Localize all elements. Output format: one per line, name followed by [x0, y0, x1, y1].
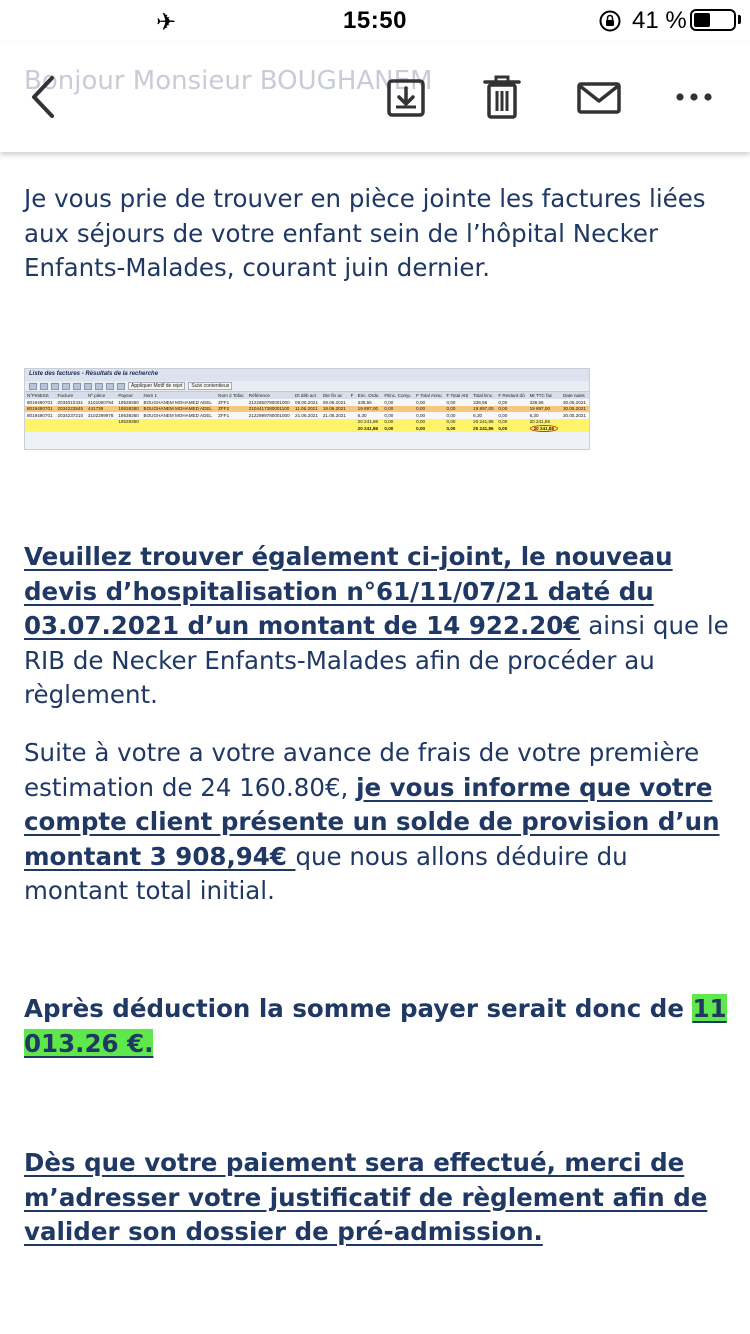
screenshot-cell	[142, 425, 217, 432]
status-bar	[0, 0, 750, 42]
screenshot-header-cell: F	[349, 392, 356, 399]
screenshot-cell	[321, 425, 349, 432]
screenshot-cell: 0,00	[496, 406, 527, 413]
screenshot-cell: 20 241,86	[471, 425, 496, 432]
screenshot-cell: 0,00	[382, 419, 414, 426]
mail-icon	[576, 78, 622, 118]
invoice-screenshot[interactable]	[24, 368, 590, 450]
screenshot-cell: 0,00	[382, 406, 414, 413]
screenshot-cell	[561, 425, 589, 432]
screenshot-cell: 20 241,86	[356, 419, 383, 426]
paragraph-payment-request: Dès que votre paiement sera effectué, merci de m’adresser votre justificatif de règlement afin de valider son dossier de pré-admission.	[24, 1148, 708, 1246]
screenshot-cell: 2034237210	[55, 412, 85, 419]
screenshot-cell: 2104417380001100	[247, 406, 293, 413]
screenshot-cell: 338,56	[356, 399, 383, 406]
mail-toolbar	[0, 42, 750, 152]
screenshot-cell: 2122999780001000	[247, 412, 293, 419]
screenshot-cell: ZFF1	[216, 412, 247, 419]
screenshot-cell: 441739	[86, 406, 116, 413]
amount-intro: Après déduction la somme payer serait donc de	[24, 994, 693, 1023]
screenshot-cell: 3101060784	[86, 399, 116, 406]
screenshot-cell: 21.06.2021	[321, 412, 349, 419]
provision-start: Suite à votre a votre avance de frais de votre première estimation de 24 160.80€,	[24, 738, 700, 802]
screenshot-cell: 0,00	[414, 399, 444, 406]
screenshot-btn-motif: Appliquer Motif de rejet	[128, 382, 185, 390]
screenshot-cell: 20 241,86	[528, 419, 561, 426]
screenshot-cell: ZFF1	[216, 399, 247, 406]
screenshot-cell: 2034010431	[55, 399, 85, 406]
screenshot-cell	[247, 425, 293, 432]
screenshot-cell: 0,00	[496, 419, 527, 426]
screenshot-cell: 2122860780001000	[247, 399, 293, 406]
devis-rest: ainsi que le RIB de Necker Enfants-Malades afin de procéder au règlement.	[24, 611, 729, 709]
screenshot-cell: 09.06.2021	[321, 399, 349, 406]
screenshot-cell: 19538360	[116, 406, 141, 413]
screenshot-cell: 19 897,00	[528, 406, 561, 413]
paragraph-amount	[24, 992, 730, 1061]
screenshot-cell: 0,00	[445, 412, 472, 419]
reply-mail-button[interactable]	[576, 78, 622, 118]
screenshot-header-cell: FEnc. Comp.	[382, 392, 414, 399]
screenshot-cell: 19538360	[116, 419, 141, 426]
back-button[interactable]	[24, 72, 64, 122]
screenshot-cell: ZFF2	[216, 406, 247, 413]
screenshot-cell: 0,00	[445, 406, 472, 413]
orientation-lock-icon	[598, 9, 622, 33]
screenshot-cell: 3102299978	[86, 412, 116, 419]
screenshot-cell	[25, 425, 55, 432]
screenshot-cell: 0,00	[496, 412, 527, 419]
screenshot-cell: 0,00	[496, 425, 527, 432]
screenshot-cell: 21.06.2021	[293, 412, 321, 419]
screenshot-cell: 0,00	[496, 399, 527, 406]
screenshot-cell: 338,56	[471, 399, 496, 406]
status-time: 15:50	[343, 7, 407, 34]
screenshot-cell	[216, 425, 247, 432]
more-icon	[672, 82, 716, 112]
more-button[interactable]	[672, 82, 716, 112]
screenshot-cell: 20 241,86	[471, 419, 496, 426]
amount-highlight: 11 013.26 €.	[24, 994, 727, 1058]
archive-button[interactable]	[384, 76, 428, 120]
screenshot-cell: 19538360	[116, 412, 141, 419]
screenshot-cell: 0,00	[414, 419, 444, 426]
trash-icon	[482, 74, 522, 120]
devis-link: Veuillez trouver également ci-joint, le nouveau devis d’hospitalisation n°61/11/07/21 daté du 03.07.2021 d’un montant de 14 922.20€	[24, 542, 673, 640]
battery-cap	[738, 15, 741, 24]
screenshot-cell	[116, 425, 141, 432]
screenshot-cell: 19 897,00	[356, 406, 383, 413]
screenshot-cell	[528, 425, 561, 432]
paragraph-devis	[24, 540, 730, 713]
screenshot-cell: 20 241,86	[356, 425, 383, 432]
screenshot-cell: 0,00	[414, 406, 444, 413]
screenshot-cell	[55, 425, 85, 432]
screenshot-cell: 30.05.2021	[561, 399, 589, 406]
screenshot-cell: 30.05.2021	[561, 412, 589, 419]
trash-button[interactable]	[482, 74, 522, 120]
screenshot-cell: 8019490701	[25, 412, 55, 419]
screenshot-header-cell: Dt déb act	[293, 392, 321, 399]
screenshot-cell	[293, 425, 321, 432]
archive-icon	[384, 76, 428, 120]
screenshot-header-cell: Nom 2 Tofac	[216, 392, 247, 399]
battery-fill	[694, 13, 710, 27]
screenshot-table	[25, 392, 589, 432]
screenshot-cell: 0,00	[382, 425, 414, 432]
chevron-left-icon	[24, 72, 64, 122]
screenshot-cell: 8019490701	[25, 399, 55, 406]
screenshot-cell	[86, 425, 116, 432]
screenshot-cell: 0,00	[382, 412, 414, 419]
screenshot-header-cell: Date naiss	[561, 392, 589, 399]
screenshot-header-cell: F Total Attr	[445, 392, 472, 399]
screenshot-cell: BOUGHANEM MOHAMED ADEL	[142, 412, 217, 419]
screenshot-header-cell: F Total Annu	[414, 392, 444, 399]
scrolled-subject: Bonjour Monsieur BOUGHANEM	[24, 66, 433, 96]
screenshot-cell: 338,56	[528, 399, 561, 406]
screenshot-cell: BOUGHANEM MOHAMED ADEL	[142, 399, 217, 406]
screenshot-title: Liste des factures - Résultats de la recherche	[25, 369, 589, 381]
screenshot-header-cell: F Restant dû	[496, 392, 527, 399]
screenshot-header-row	[25, 392, 589, 399]
screenshot-cell	[349, 425, 356, 432]
screenshot-total-row	[25, 425, 589, 432]
screenshot-cell: 0,00	[414, 412, 444, 419]
screenshot-cell: BOUGHANEM MOHAMED ADEL	[142, 406, 217, 413]
screenshot-cell: 0,00	[382, 399, 414, 406]
screenshot-cell: 30.05.2021	[561, 406, 589, 413]
paragraph-invoices: Je vous prie de trouver en pièce jointe les factures liées aux séjours de votre enfant sein de l’hôpital Necker Enfants-Malades, courant juin dernier.	[24, 184, 706, 282]
screenshot-btn-contentieux: Suivi contentieux	[188, 382, 232, 390]
screenshot-cell: 0,00	[445, 399, 472, 406]
screenshot-cell: 0,00	[445, 425, 472, 432]
screenshot-header-cell: Payeur	[116, 392, 141, 399]
screenshot-row	[25, 399, 589, 406]
screenshot-cell: 18.06.2021	[321, 406, 349, 413]
battery-icon	[690, 9, 736, 31]
provision-bold: je vous informe que votre compte client présente un solde de provision d’un montant 3 908,94€	[24, 772, 720, 871]
screenshot-cell: 8019490701	[25, 406, 55, 413]
screenshot-header-cell: Enc. Ordo.	[356, 392, 383, 399]
screenshot-toolbar	[25, 381, 589, 392]
screenshot-cell: 19538360	[116, 399, 141, 406]
screenshot-header-cell: Mt TTC fac	[528, 392, 561, 399]
screenshot-header-cell: Total Enc.	[471, 392, 496, 399]
screenshot-cell: 19 897,00	[471, 406, 496, 413]
provision-end: que nous allons déduire du montant total initial.	[24, 841, 628, 905]
paragraph-provision	[24, 736, 730, 909]
screenshot-header-cell: Nº pièce	[86, 392, 116, 399]
screenshot-circled-total: 20 241,86	[530, 425, 558, 432]
screenshot-cell: 0,00	[414, 425, 444, 432]
screenshot-cell: 6,30	[528, 412, 561, 419]
screenshot-cell: 6,30	[471, 412, 496, 419]
screenshot-header-cell: Nom 1	[142, 392, 217, 399]
screenshot-row	[25, 412, 589, 419]
screenshot-rows	[25, 399, 589, 432]
screenshot-header-cell: N°FINESS	[25, 392, 55, 399]
screenshot-cell: 11.06.2021	[293, 406, 321, 413]
screenshot-cell: 09.06.2021	[293, 399, 321, 406]
screenshot-cell: 0,00	[445, 419, 472, 426]
screenshot-cell: 2034223845	[55, 406, 85, 413]
battery-percent: 41 %	[632, 7, 687, 34]
screenshot-header-cell: Référence	[247, 392, 293, 399]
airplane-icon: ✈	[156, 9, 177, 36]
screenshot-header-cell: Facture	[55, 392, 85, 399]
screenshot-cell: 6,30	[356, 412, 383, 419]
screenshot-header-cell: Dte fin ac	[321, 392, 349, 399]
